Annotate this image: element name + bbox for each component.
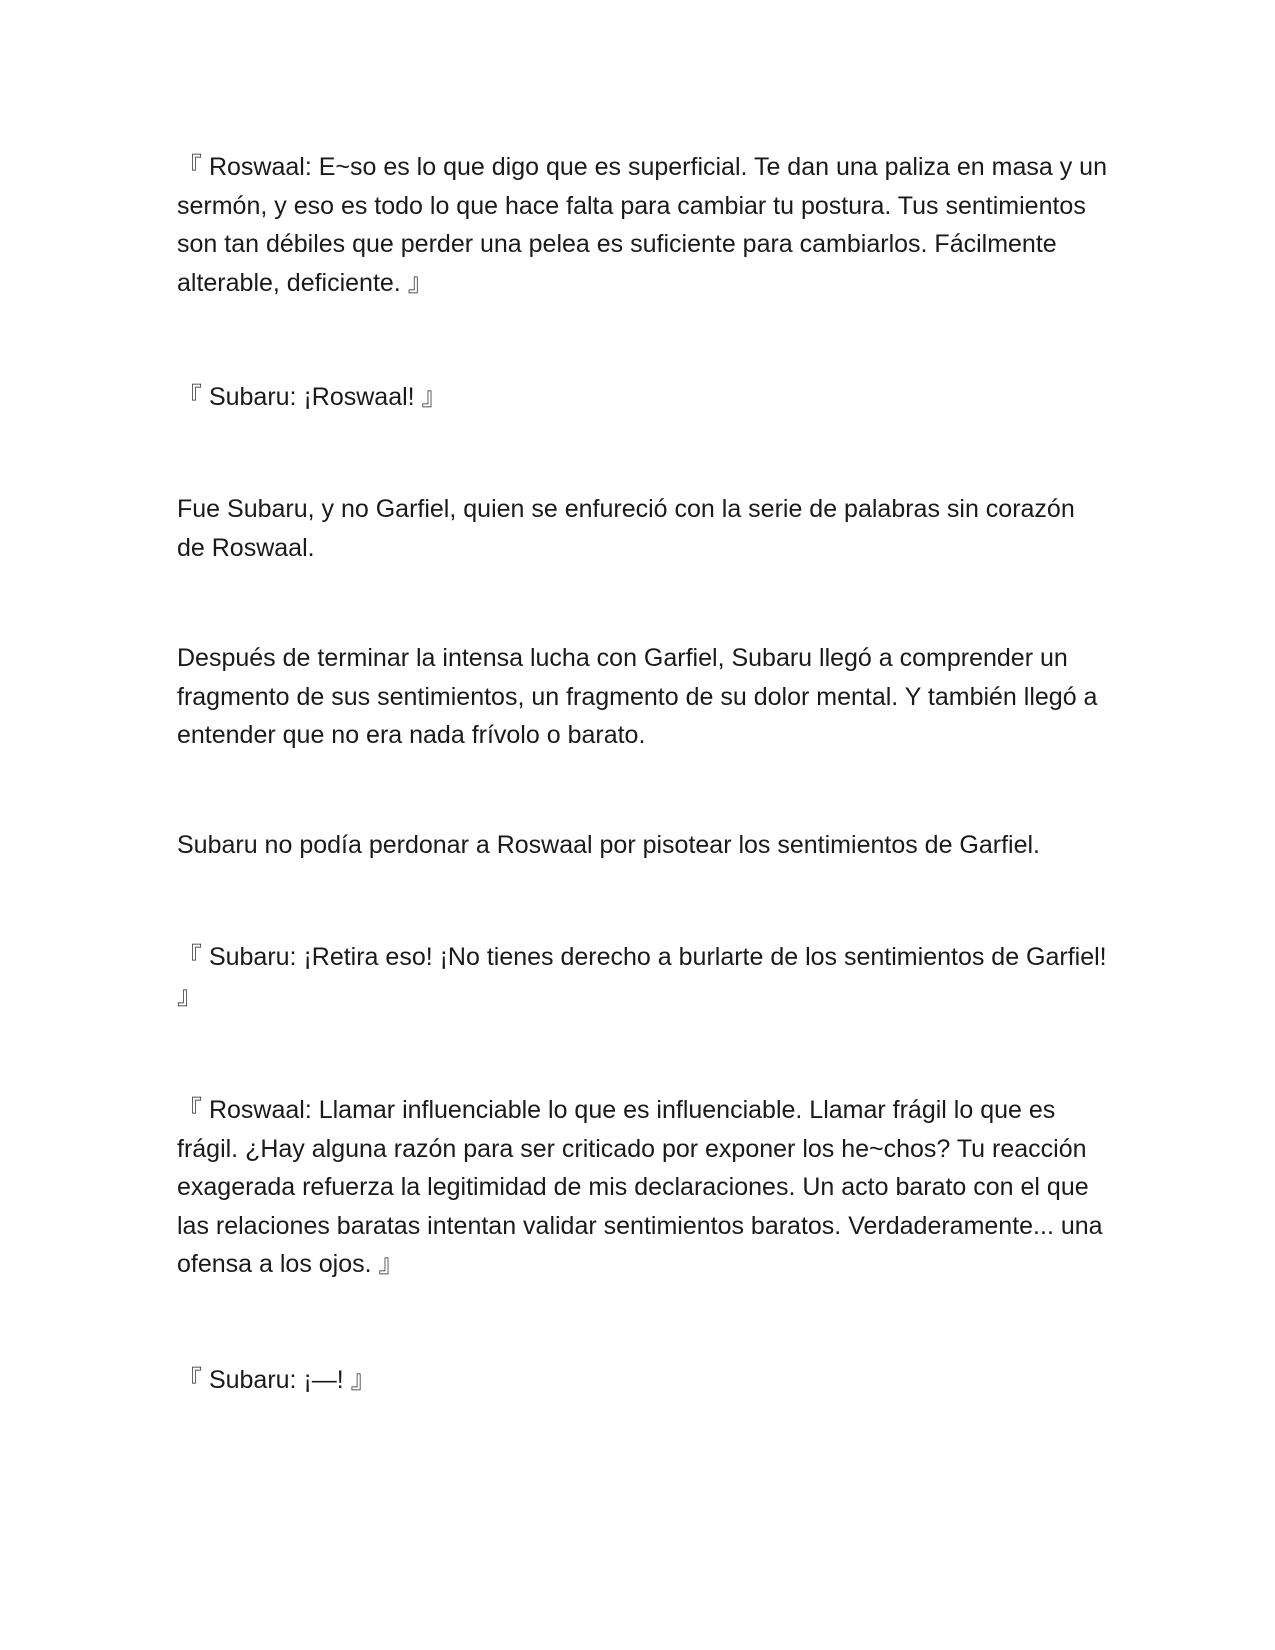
- paragraph-narration-understanding: Después de terminar la intensa lucha con Garfiel, Subaru llegó a comprender un fragmento de sus sentimientos, un fragmento de su dolor mental. Y también llegó a entender que no era nada frívolo o barato.: [177, 644, 1098, 749]
- paragraph-subaru-shout: 『 Subaru: ¡Roswaal! 』: [177, 383, 447, 411]
- paragraph-roswaal-influenciable: 『 Roswaal: Llamar influenciable lo que es influenciable. Llamar frágil lo que es frágil. ¿Hay alguna razón para ser criticado por exponer los he~chos? Tu reacción exagerada refuerza la legitimidad de mis declaraciones. Un acto barato con el que las relaciones baratas intentan validar sentimientos baratos. Verdaderamente... una ofensa a los ojos. 』: [177, 1096, 1103, 1278]
- paragraph-narration-forgive: Subaru no podía perdonar a Roswaal por pisotear los sentimientos de Garfiel.: [177, 831, 1041, 859]
- paragraph-subaru-retract: 『 Subaru: ¡Retira eso! ¡No tienes derecho a burlarte de los sentimientos de Garfiel! 』: [177, 943, 1107, 1010]
- paragraph-roswaal-superficial: 『 Roswaal: E~so es lo que digo que es superficial. Te dan una paliza en masa y un sermón, y eso es todo lo que hace falta para cambiar tu postura. Tus sentimientos son tan débiles que perder una pelea es suficiente para cambiarlos. Fácilmente alterable, deficiente. 』: [177, 153, 1107, 297]
- paragraph-subaru-gasp: 『 Subaru: ¡—! 』: [177, 1366, 376, 1394]
- paragraph-narration-anger: Fue Subaru, y no Garfiel, quien se enfureció con la serie de palabras sin corazón de Roswaal.: [177, 495, 1075, 562]
